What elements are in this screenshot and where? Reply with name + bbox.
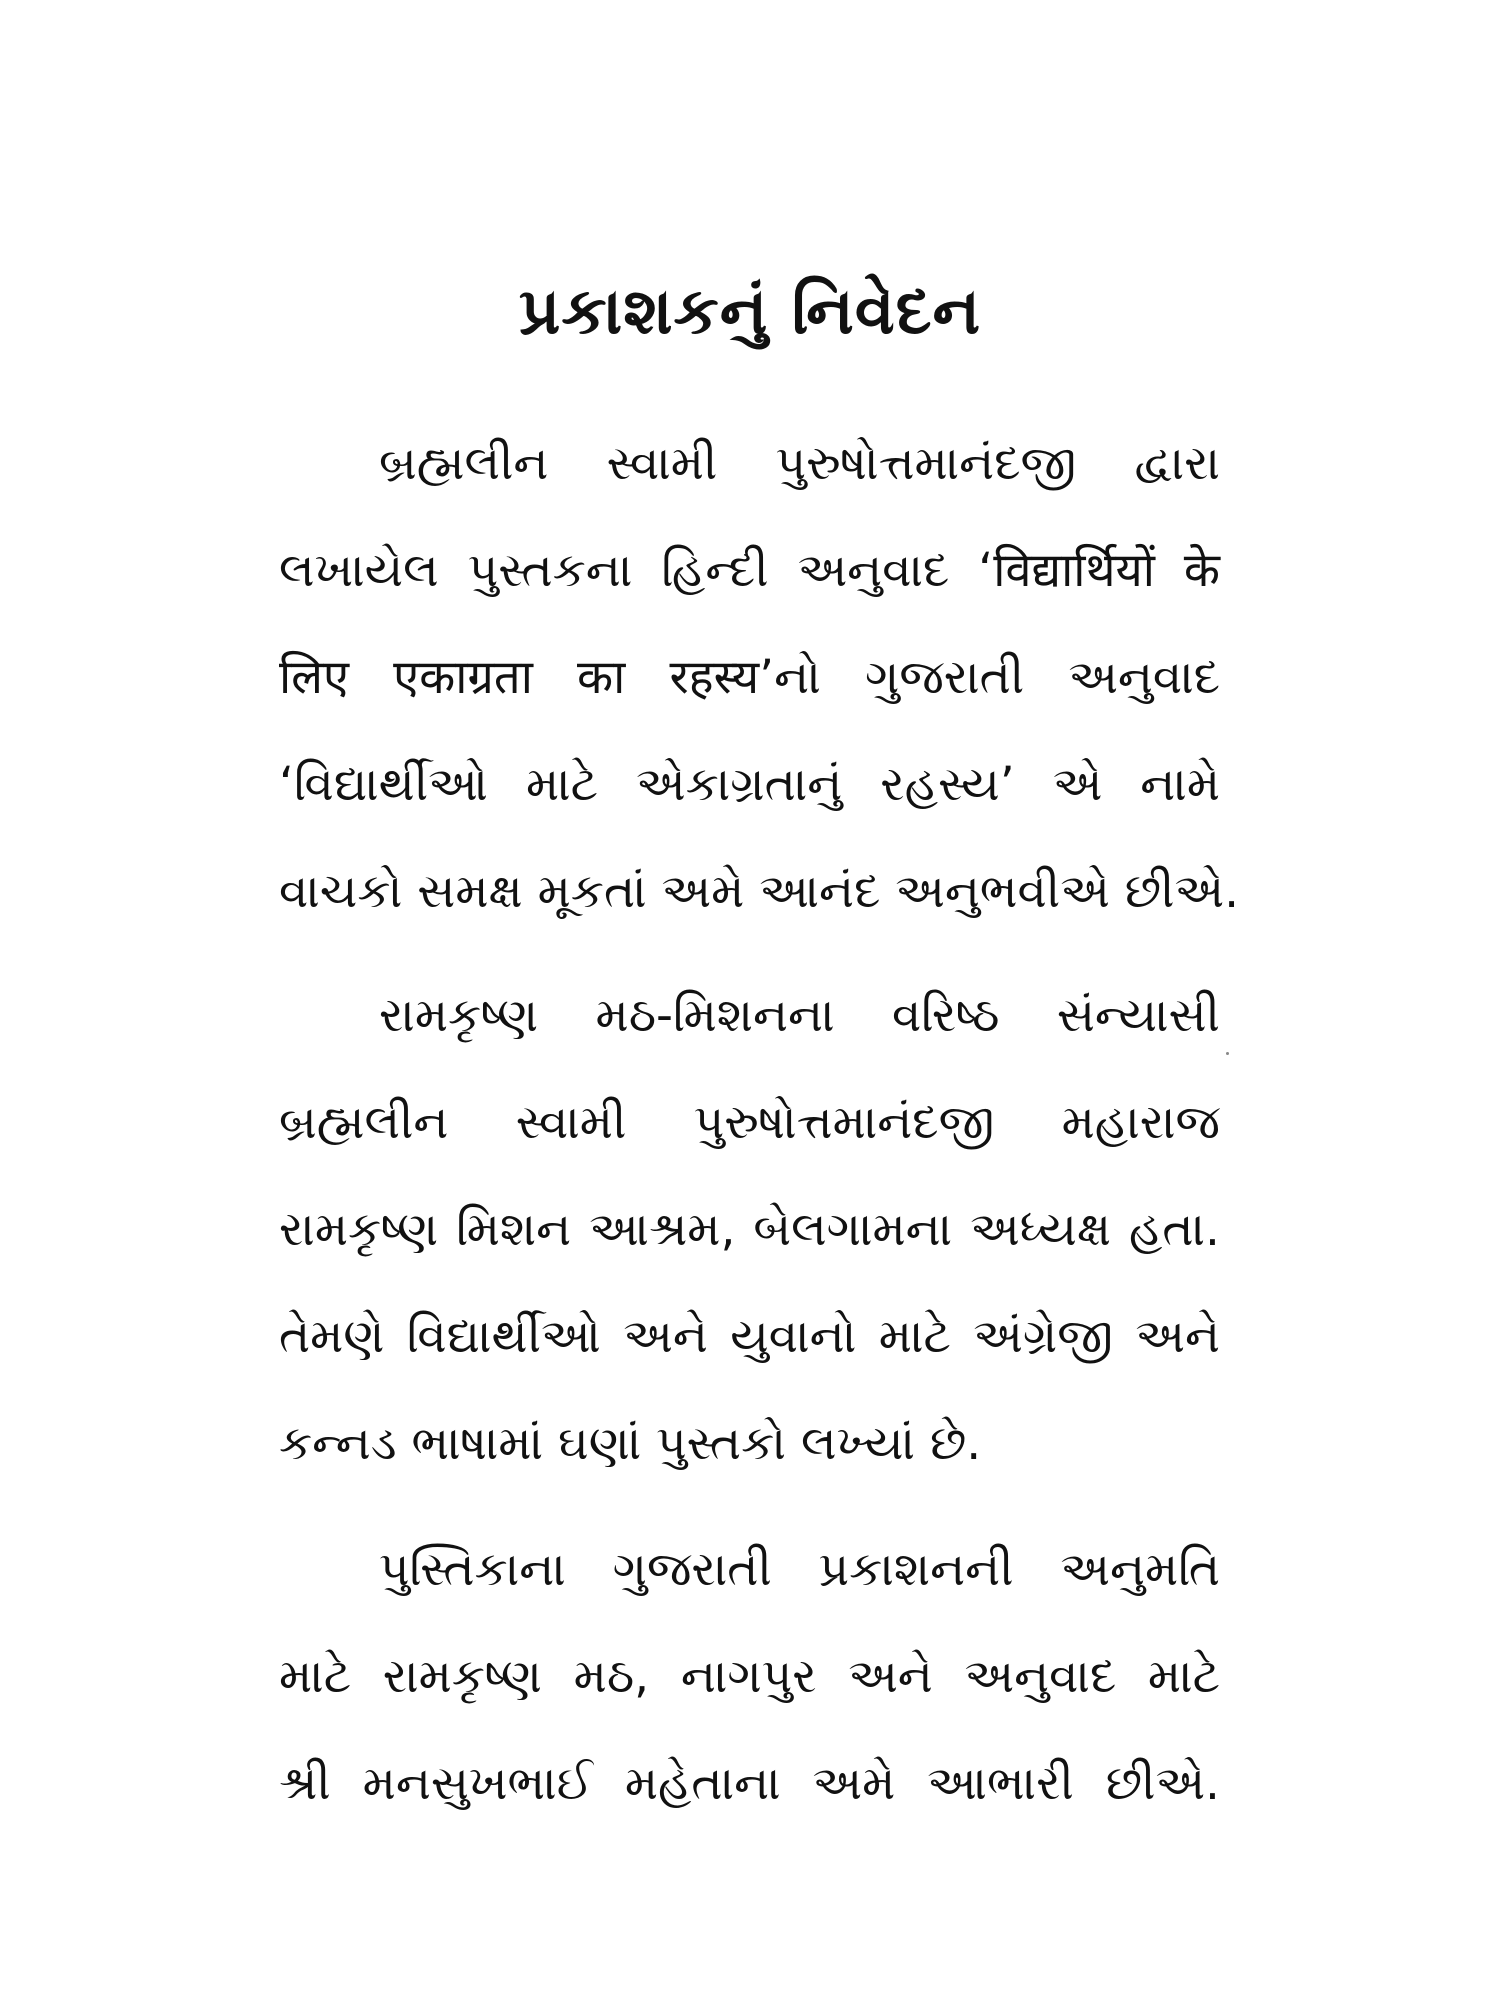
scan-speck — [1226, 1052, 1229, 1055]
paragraph-2-line-3: રામકૃષ્ણ મિશન આશ્રમ, બેલગામના અધ્યક્ષ હતા. — [279, 1202, 1220, 1257]
paragraph-1-line-5: વાચકો સમક્ષ મૂકતાં અમે આનંદ અનુભવીએ છીએ. — [279, 864, 1240, 919]
paragraph-2-line-2: બ્રહ્મલીન સ્વામી પુરુષોત્તમાનંદજી મહારાજ — [279, 1095, 1220, 1150]
paragraph-3-line-2: માટે રામકૃષ્ણ મઠ, નાગપુર અને અનુવાદ માટે — [279, 1649, 1220, 1704]
paragraph-3-line-1: પુસ્તિકાના ગુજરાતી પ્રકાશનની અનુમતિ — [379, 1542, 1220, 1597]
paragraph-2-line-5: કન્નડ ભાષામાં ઘણાં પુસ્તકો લખ્યાં છે. — [279, 1416, 982, 1471]
page-title: પ્રકાશકનું નિવેદન — [518, 275, 982, 349]
paragraph-2-line-4: તેમણે વિદ્યાર્થીઓ અને યુવાનો માટે અંગ્રેજી અને — [279, 1309, 1220, 1364]
paragraph-1-line-3: लिए एकाग्रता का रहस्य’નો ગુજરાતી અનુવાદ — [279, 650, 1220, 705]
paragraph-2-line-1: રામકૃષ્ણ મઠ-મિશનના વરિષ્ઠ સંન્યાસી — [379, 988, 1220, 1043]
paragraph-3-line-3: શ્રી મનસુખભાઈ મહેતાના અમે આભારી છીએ. — [279, 1756, 1220, 1811]
paragraph-1-line-4: ‘વિદ્યાર્થીઓ માટે એકાગ્રતાનું રહસ્ય’ એ નામે — [279, 757, 1220, 812]
paragraph-1-line-2: લખાયેલ પુસ્તકના હિન્દી અનુવાદ ‘विद्यार्थियों के — [279, 543, 1220, 598]
paragraph-1-line-1: બ્રહ્મલીન સ્વામી પુરુષોત્તમાનંદજી દ્વારા — [379, 436, 1220, 491]
